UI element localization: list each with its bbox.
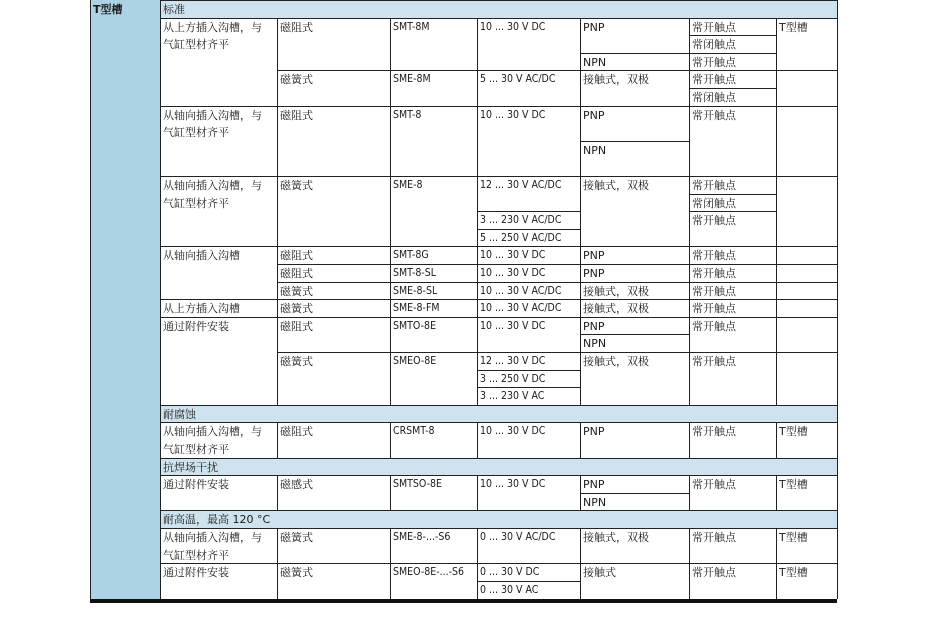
column-divider (277, 422, 278, 457)
model-number: SMT-8M (393, 20, 430, 33)
mount-method: 从上方插入沟槽 (163, 302, 240, 316)
voltage-value: 10 ... 30 V DC (480, 20, 546, 33)
column-divider (776, 475, 777, 510)
row-divider (689, 88, 776, 89)
sensor-type: 磁阻式 (280, 319, 313, 333)
row-divider (580, 141, 689, 142)
row-divider (477, 370, 580, 371)
sensor-type: 磁簧式 (280, 179, 313, 192)
voltage-value: 10 ... 30 V DC (480, 267, 546, 279)
mount-method: 从轴向插入沟槽，与 气缸型材齐平 (163, 179, 262, 210)
voltage-value: 3 ... 230 V AC (480, 390, 545, 403)
column-divider (689, 422, 690, 457)
mount-method: 从轴向插入沟槽，与 气缸型材齐平 (163, 425, 262, 456)
voltage-value: 10 ... 30 V DC (480, 319, 546, 332)
row-divider (580, 334, 689, 335)
row-divider (689, 194, 776, 195)
contact-type: 常开触点 (692, 566, 736, 580)
column-divider (689, 475, 690, 510)
output-type: PNP (583, 267, 605, 280)
mount-method: 从上方插入沟槽，与 气缸型材齐平 (163, 20, 262, 52)
row-divider (580, 493, 689, 494)
output-type: NPN (583, 337, 607, 351)
column-divider (390, 528, 391, 599)
contact-type: 常闭触点 (692, 196, 736, 210)
contact-type: 常开触点 (692, 284, 736, 298)
column-divider (580, 528, 581, 599)
model-number: SMEO-8E-...-S6 (393, 566, 465, 579)
contact-type: 常开触点 (692, 302, 736, 316)
column-divider (390, 18, 391, 405)
column-divider (477, 18, 478, 405)
slot-type: T型槽 (779, 425, 808, 439)
column-divider (580, 18, 581, 405)
column-divider (776, 528, 777, 599)
table-bottom-rule (90, 599, 837, 603)
contact-type: 常开触点 (692, 249, 736, 263)
mount-method: 从轴向插入沟槽，与 气缸型材齐平 (163, 531, 262, 562)
column-divider (277, 528, 278, 599)
output-type: PNP (583, 319, 605, 333)
contact-type: 常开触点 (692, 319, 736, 333)
contact-type: 常开触点 (692, 531, 736, 544)
mount-method: 从轴向插入沟槽 (163, 249, 240, 263)
model-number: SMT-8G (393, 249, 429, 262)
column-divider (390, 475, 391, 510)
row-divider (689, 35, 776, 36)
voltage-value: 0 ... 30 V DC (480, 566, 540, 579)
column-divider (160, 0, 161, 599)
column-divider (277, 18, 278, 405)
row-divider (477, 387, 580, 388)
sensor-type: 磁簧式 (280, 302, 313, 316)
voltage-value: 0 ... 30 V AC (480, 584, 539, 597)
model-number: SME-8 (393, 179, 423, 191)
column-divider (837, 0, 838, 599)
row-divider (477, 211, 580, 212)
row-divider (160, 458, 837, 459)
voltage-value: 3 ... 250 V DC (480, 372, 546, 385)
output-type: 接触式 (583, 566, 616, 580)
contact-type: 常开触点 (692, 179, 736, 192)
sensor-type: 磁簧式 (280, 284, 313, 298)
group-header: 耐高温，最高 120 °C (160, 510, 837, 528)
row-divider (160, 405, 837, 406)
voltage-value: 10 ... 30 V AC/DC (480, 284, 562, 297)
row-divider (160, 510, 837, 511)
slot-type: T型槽 (779, 478, 808, 492)
slot-type: T型槽 (779, 566, 808, 580)
output-type: NPN (583, 55, 607, 69)
output-type: PNP (583, 20, 605, 34)
column-divider (580, 475, 581, 510)
model-number: SMTO-8E (393, 319, 437, 332)
row-divider (477, 581, 580, 582)
sensor-table (90, 0, 837, 602)
group-header: 标准 (160, 0, 837, 18)
side-label: T型槽 (90, 0, 160, 602)
contact-type: 常开触点 (692, 108, 736, 122)
sensor-type: 磁簧式 (280, 531, 313, 544)
contact-type: 常闭触点 (692, 38, 736, 52)
mount-method: 通过附件安装 (163, 319, 229, 333)
output-type: PNP (583, 425, 605, 439)
sensor-type: 磁簧式 (280, 566, 313, 580)
output-type: 接触式，双极 (583, 179, 649, 192)
voltage-value: 12 ... 30 V DC (480, 355, 546, 367)
sensor-type: 磁阻式 (280, 267, 313, 280)
contact-type: 常开触点 (692, 425, 736, 439)
model-number: SMT-8-SL (393, 267, 437, 279)
contact-type: 常开触点 (692, 214, 736, 228)
column-divider (776, 422, 777, 457)
sensor-type: 磁感式 (280, 478, 313, 492)
contact-type: 常开触点 (692, 267, 736, 280)
column-divider (689, 528, 690, 599)
voltage-value: 0 ... 30 V AC/DC (480, 531, 556, 543)
column-divider (277, 475, 278, 510)
model-number: SMT-8 (393, 108, 422, 121)
slot-type: T型槽 (779, 20, 808, 34)
voltage-value: 12 ... 30 V AC/DC (480, 179, 562, 191)
column-divider (477, 475, 478, 510)
contact-type: 常开触点 (692, 478, 736, 492)
voltage-value: 10 ... 30 V DC (480, 425, 546, 438)
column-divider (689, 18, 690, 405)
model-number: SMEO-8E (393, 355, 437, 367)
contact-type: 常开触点 (692, 355, 736, 368)
voltage-value: 10 ... 30 V DC (480, 249, 546, 262)
row-divider (689, 53, 776, 54)
voltage-value: 10 ... 30 V DC (480, 478, 546, 491)
column-divider (90, 0, 91, 599)
output-type: 接触式，双极 (583, 531, 649, 544)
output-type: 接触式，双极 (583, 284, 649, 298)
group-header: 抗焊场干扰 (160, 458, 837, 476)
output-type: PNP (583, 108, 605, 122)
output-type: 接触式，双极 (583, 73, 649, 87)
model-number: SME-8-FM (393, 302, 440, 315)
voltage-value: 10 ... 30 V DC (480, 108, 546, 121)
column-divider (776, 18, 777, 405)
output-type: PNP (583, 478, 605, 492)
contact-type: 常闭触点 (692, 91, 736, 104)
group-header: 耐腐蚀 (160, 405, 837, 423)
sensor-type: 磁阻式 (280, 20, 313, 34)
sensor-type: 磁簧式 (280, 73, 313, 87)
mount-method: 从轴向插入沟槽，与 气缸型材齐平 (163, 108, 262, 140)
row-divider (580, 53, 689, 54)
column-divider (477, 422, 478, 457)
voltage-value: 10 ... 30 V AC/DC (480, 302, 562, 315)
slot-type: T型槽 (779, 531, 808, 544)
mount-method: 通过附件安装 (163, 478, 229, 492)
voltage-value: 5 ... 250 V AC/DC (480, 231, 562, 244)
column-divider (477, 528, 478, 599)
contact-type: 常开触点 (692, 55, 736, 69)
mount-method: 通过附件安装 (163, 566, 229, 580)
contact-type: 常开触点 (692, 73, 736, 87)
model-number: SME-8-...-S6 (393, 531, 451, 543)
model-number: CRSMT-8 (393, 425, 435, 438)
output-type: 接触式，双极 (583, 355, 649, 368)
sensor-type: 磁阻式 (280, 249, 313, 263)
output-type: PNP (583, 249, 605, 263)
column-divider (580, 422, 581, 457)
output-type: 接触式，双极 (583, 302, 649, 316)
contact-type: 常开触点 (692, 20, 736, 34)
model-number: SME-8M (393, 73, 431, 86)
sensor-type: 磁阻式 (280, 108, 313, 122)
column-divider (390, 422, 391, 457)
row-divider (477, 229, 580, 230)
sensor-type: 磁簧式 (280, 355, 313, 368)
row-divider (160, 0, 837, 1)
sensor-type: 磁阻式 (280, 425, 313, 439)
output-type: NPN (583, 495, 607, 509)
model-number: SMTSO-8E (393, 478, 443, 491)
voltage-value: 5 ... 30 V AC/DC (480, 73, 556, 86)
voltage-value: 3 ... 230 V AC/DC (480, 214, 562, 227)
row-divider (689, 211, 776, 212)
model-number: SME-8-SL (393, 284, 438, 297)
output-type: NPN (583, 143, 607, 157)
